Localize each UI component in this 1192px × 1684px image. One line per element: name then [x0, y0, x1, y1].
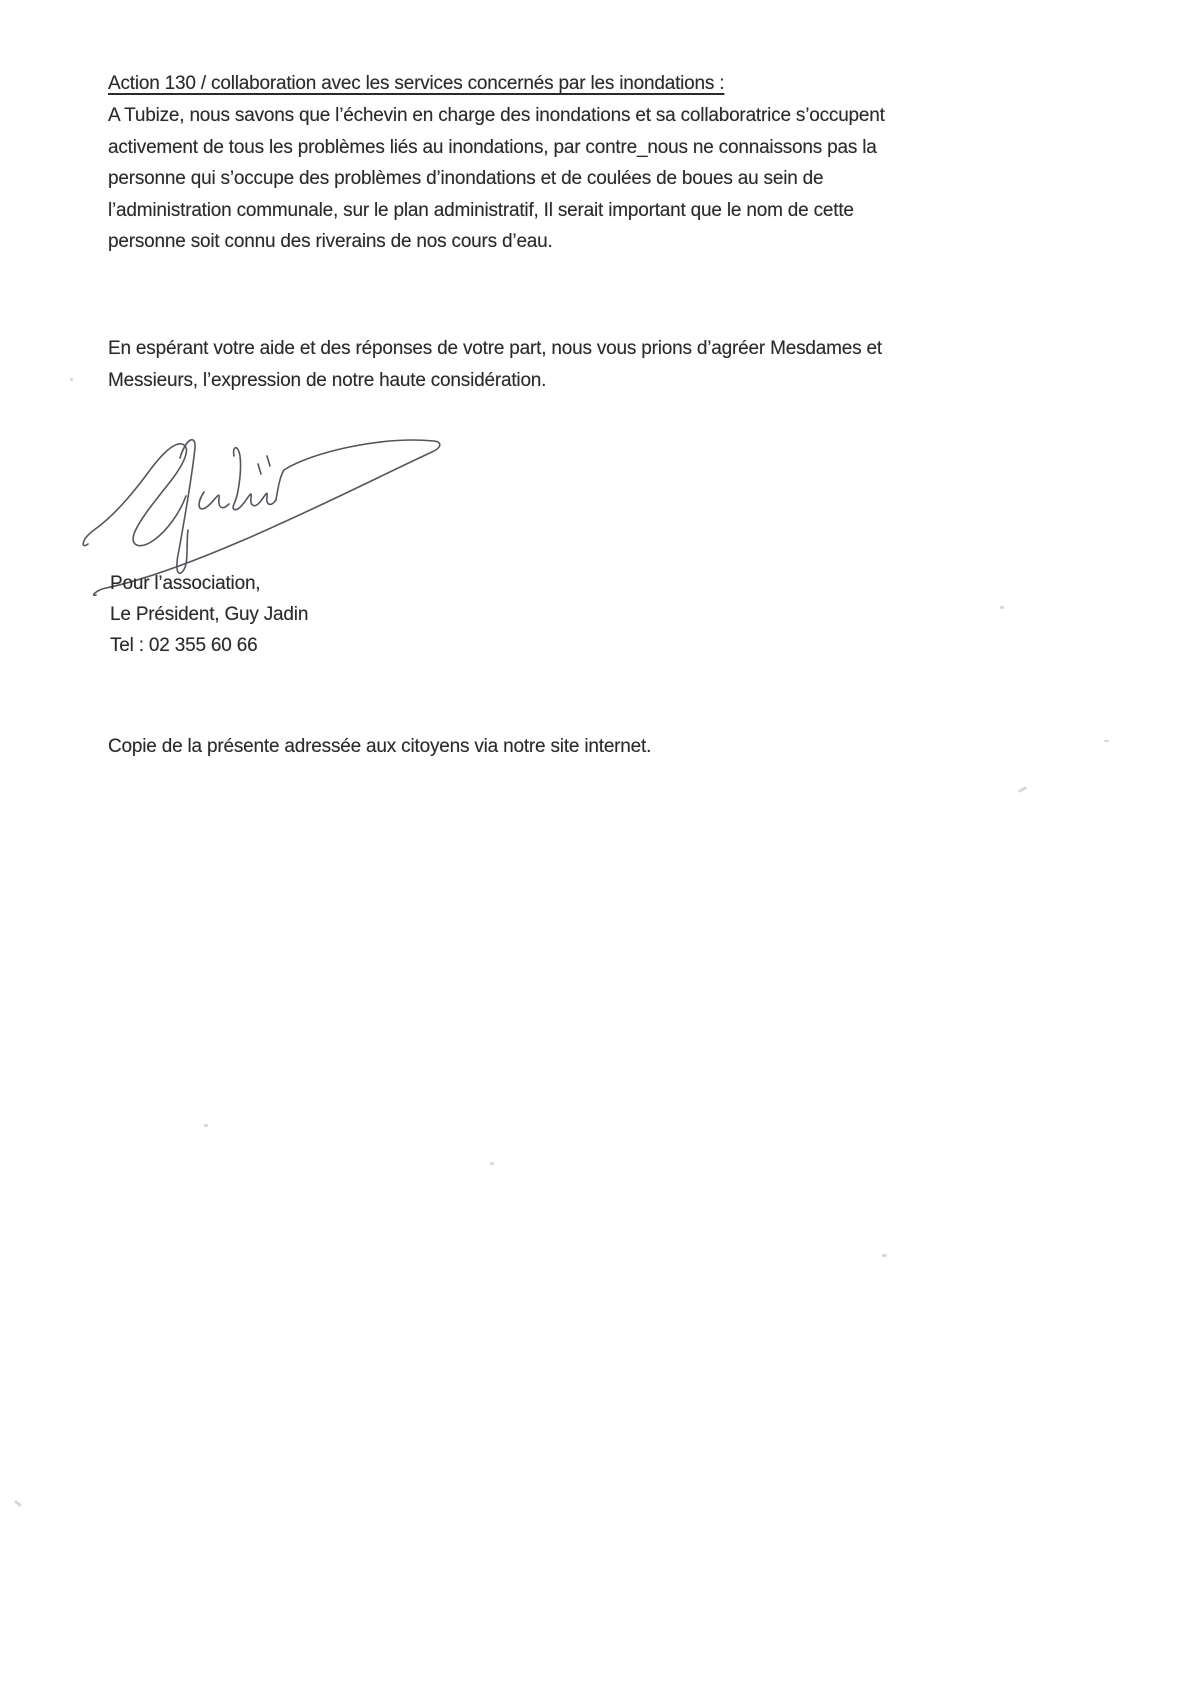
paragraph-1-line: A Tubize, nous savons que l’échevin en charge des inondations et sa collaboratrice s’occupent — [108, 105, 885, 126]
scan-speck — [204, 1124, 208, 1127]
paragraph-1-line: personne soit connu des riverains de nos cours d’eau. — [108, 231, 553, 252]
signature-block — [110, 568, 308, 661]
scan-speck — [14, 1500, 22, 1507]
paragraph-2 — [108, 333, 882, 396]
scan-speck — [70, 378, 73, 381]
section-title: Action 130 / collaboration avec les services concernés par les inondations : — [108, 73, 725, 94]
scan-speck — [1000, 606, 1004, 609]
paragraph-1-line: personne qui s’occupe des problèmes d’inondations et de coulées de boues au sein de — [108, 168, 824, 189]
scan-speck — [490, 1162, 494, 1165]
paragraph-2-line: En espérant votre aide et des réponses de votre part, nous vous prions d’agréer Mesdames et — [108, 338, 882, 359]
footer-copy-note: Copie de la présente adressée aux citoyens via notre site internet. — [108, 736, 652, 757]
paragraph-2-line: Messieurs, l’expression de notre haute considération. — [108, 369, 547, 391]
scan-speck — [1018, 786, 1027, 793]
scan-speck — [882, 1254, 887, 1257]
paragraph-1-line: activement de tous les problèmes liés au inondations, par contre_nous ne connaissons pas la — [108, 136, 877, 158]
paragraph-1-line: l’administration communale, sur le plan administratif, Il serait important que le nom de cette — [108, 199, 854, 221]
signature-president-name: Le Président, Guy Jadin — [110, 604, 309, 625]
paragraph-1 — [108, 100, 885, 258]
signature-on-behalf: Pour l’association, — [110, 573, 261, 594]
scan-speck — [1104, 740, 1109, 742]
signature-phone: Tel : 02 355 60 66 — [110, 635, 258, 656]
